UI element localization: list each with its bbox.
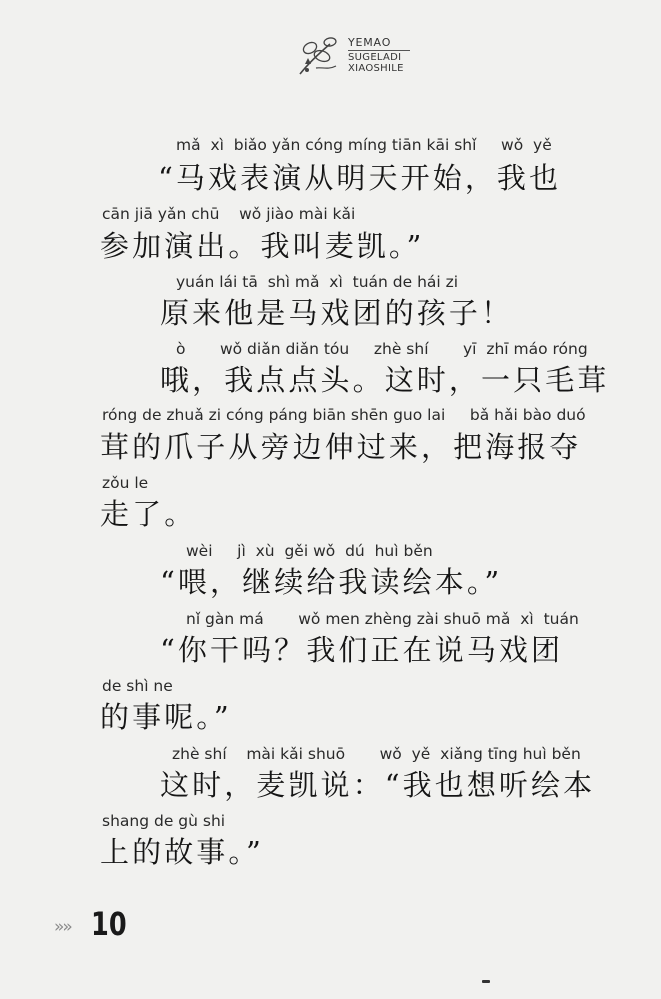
page-arrows-icon: »» xyxy=(54,917,71,937)
print-speck xyxy=(482,980,490,983)
pinyin-line-2: cān jiā yǎn chū wǒ jiào mài kǎi xyxy=(102,205,356,223)
header-rule xyxy=(348,50,410,51)
hanzi-line-9: 的事呢。” xyxy=(100,700,232,734)
pinyin-line-8: nǐ gàn má wǒ men zhèng zài shuō mǎ xì tuán xyxy=(186,610,579,628)
hanzi-line-4: 哦，我点点头。这时，一只毛茸 xyxy=(160,363,610,397)
pinyin-line-6: zǒu le xyxy=(102,474,149,492)
hanzi-line-8: “你干吗？我们正在说马戏团 xyxy=(160,633,564,667)
series-title-line-2: SUGELADI xyxy=(348,52,402,63)
pinyin-line-11: shang de gù shi xyxy=(102,812,226,830)
hanzi-line-7: “喂，继续给我读绘本。” xyxy=(160,565,503,599)
series-title-line-3: XIAOSHILE xyxy=(348,63,404,74)
running-header xyxy=(296,34,426,80)
pinyin-line-4: ò wǒ diǎn diǎn tóu zhè shí yī zhī máo róng xyxy=(176,340,588,358)
leaf-branch-logo-icon xyxy=(296,34,342,78)
hanzi-line-1: “马戏表演从明天开始，我也 xyxy=(158,161,562,195)
pinyin-line-5: róng de zhuǎ zi cóng páng biān shēn guo lai bǎ hǎi bào duó xyxy=(102,406,586,424)
pinyin-line-3: yuán lái tā shì mǎ xì tuán de hái zi xyxy=(176,273,459,291)
hanzi-line-11: 上的故事。” xyxy=(100,835,264,869)
hanzi-line-5: 茸的爪子从旁边伸过来，把海报夺 xyxy=(100,430,582,464)
series-title-line-1: YEMAO xyxy=(348,36,392,49)
hanzi-line-6: 走了。 xyxy=(100,497,197,531)
series-title xyxy=(348,37,410,74)
hanzi-line-3: 原来他是马戏团的孩子！ xyxy=(160,296,514,330)
pinyin-line-9: de shì ne xyxy=(102,677,173,695)
hanzi-line-10: 这时，麦凯说：“我也想听绘本 xyxy=(160,768,596,802)
hanzi-line-2: 参加演出。我叫麦凯。” xyxy=(100,229,425,263)
pinyin-line-10: zhè shí mài kǎi shuō wǒ yě xiǎng tīng huì běn xyxy=(172,745,581,763)
pinyin-line-7: wèi jì xù gěi wǒ dú huì běn xyxy=(186,542,433,560)
pinyin-line-1: mǎ xì biǎo yǎn cóng míng tiān kāi shǐ wǒ yě xyxy=(176,136,552,154)
page-number: 10 xyxy=(91,905,127,943)
